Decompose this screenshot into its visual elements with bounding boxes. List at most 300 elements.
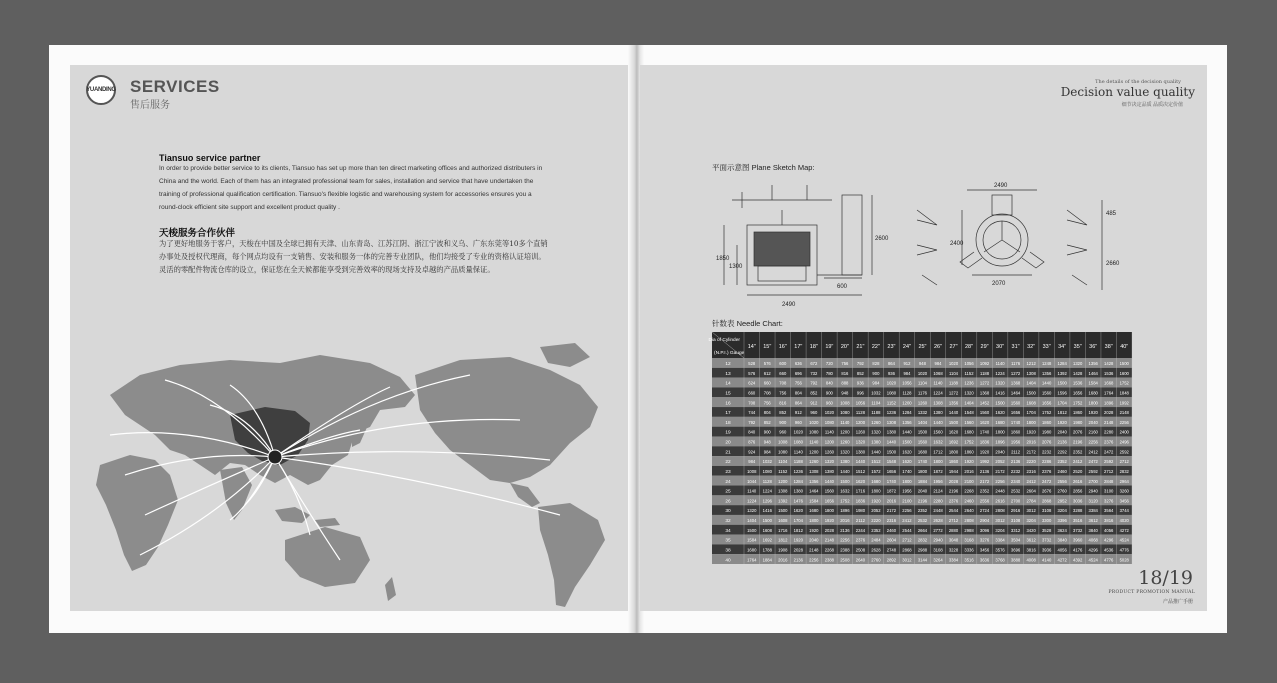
needle-cell: 1104: [917, 380, 927, 386]
needle-cell: 1260: [871, 419, 881, 425]
needle-cell: 1080: [840, 410, 850, 416]
needle-col-header: 14": [747, 344, 756, 350]
needle-col-header: 18": [809, 344, 818, 350]
needle-cell: 2016: [1026, 439, 1036, 445]
needle-cell: 4524: [1119, 537, 1129, 543]
needle-cell: 708: [748, 400, 756, 406]
needle-cell: 2040: [995, 449, 1005, 455]
partner-heading-cn: 天梭服务合作伙伴: [159, 228, 236, 239]
needle-cell: 2808: [964, 518, 974, 524]
needle-cell: 1404: [1026, 380, 1036, 386]
needle-cell: 2496: [1119, 439, 1129, 445]
needle-cell: 3624: [1057, 527, 1067, 533]
needle-cell: 2700: [1010, 498, 1021, 504]
needle-cell: 3420: [1026, 527, 1036, 533]
needle-cell: 1956: [933, 478, 943, 484]
needle-cell: 1008: [747, 468, 757, 474]
needle-gauge-label: 32: [725, 519, 731, 525]
needle-cell: 2472: [1104, 449, 1114, 455]
needle-cell: 3516: [1073, 518, 1083, 524]
needle-cell: 1260: [840, 439, 850, 445]
needle-cell: 1224: [747, 498, 757, 504]
needle-cell: 3696: [1010, 547, 1021, 553]
needle-cell: 528: [748, 361, 756, 367]
needle-cell: 1872: [933, 468, 943, 474]
needle-cell: 2016: [778, 557, 788, 563]
needle-cell: 1260: [917, 400, 928, 406]
needle-cell: 1464: [1088, 370, 1098, 376]
needle-cell: 2712: [1119, 459, 1129, 465]
needle-cell: 2940: [933, 537, 943, 543]
needle-cell: 2148: [824, 537, 835, 543]
needle-cell: 1128: [855, 410, 865, 416]
needle-cell: 1404: [964, 400, 974, 406]
needle-cell: 2868: [1041, 498, 1052, 504]
needle-cell: 2148: [809, 547, 819, 553]
needle-cell: 2352: [1073, 449, 1083, 455]
needle-cell: 1380: [855, 449, 866, 455]
needle-cell: 2172: [995, 468, 1005, 474]
needle-cell: 576: [763, 361, 771, 367]
needle-cell: 1068: [933, 370, 943, 376]
needle-cell: 1080: [793, 439, 803, 445]
needle-cell: 744: [748, 410, 756, 416]
needle-cell: 1920: [824, 518, 835, 524]
needle-gauge-label: 20: [725, 440, 731, 446]
needle-cell: 2316: [1026, 468, 1036, 474]
needle-col-header: 24": [902, 344, 911, 350]
needle-cell: 1320: [855, 439, 866, 445]
needle-cell: 1008: [840, 400, 850, 406]
needle-cell: 1860: [1010, 429, 1021, 435]
needle-cell: 3276: [1104, 498, 1114, 504]
needle-cell: 1284: [793, 478, 803, 484]
needle-cell: 852: [856, 370, 864, 376]
needle-cell: 1752: [1119, 380, 1129, 386]
needle-cell: 3744: [1119, 508, 1129, 514]
needle-cell: 1500: [886, 449, 897, 455]
needle-cell: 1500: [1026, 390, 1036, 396]
needle-cell: 3300: [1041, 518, 1052, 524]
needle-cell: 1752: [840, 498, 850, 504]
needle-cell: 1416: [762, 508, 772, 514]
needle-cell: 1212: [1026, 361, 1036, 367]
needle-cell: 2040: [1088, 419, 1098, 425]
needle-cell: 792: [748, 419, 756, 425]
needle-cell: 1740: [886, 478, 897, 484]
needle-cell: 1200: [840, 429, 850, 435]
needle-cell: 1176: [917, 390, 927, 396]
needle-cell: 3816: [1026, 547, 1036, 553]
needle-cell: 1752: [964, 439, 974, 445]
needle-cell: 3456: [1119, 498, 1129, 504]
needle-cell: 2286: [1041, 459, 1052, 465]
services-subtitle-cn: 售后服务: [130, 100, 170, 111]
needle-cell: 2352: [917, 508, 928, 514]
dim-2600: 2600: [875, 236, 889, 242]
needle-gauge-label: 14: [725, 381, 731, 387]
needle-cell: 1356: [1041, 370, 1052, 376]
needle-cell: 1128: [902, 390, 912, 396]
needle-cell: 1896: [840, 508, 850, 514]
needle-cell: 1920: [1057, 419, 1067, 425]
needle-cell: 2412: [1088, 449, 1098, 455]
needle-cell: 1656: [1073, 390, 1083, 396]
needle-cell: 1176: [1011, 361, 1021, 367]
needle-cell: 1308: [809, 468, 819, 474]
needle-cell: 888: [841, 380, 849, 386]
needle-gauge-label: 40: [725, 558, 731, 564]
needle-cell: 720: [825, 361, 833, 367]
needle-cell: 1188: [871, 410, 881, 416]
needle-cell: 3336: [964, 547, 974, 553]
needle-cell: 1800: [824, 508, 835, 514]
needle-cell: 2616: [995, 498, 1005, 504]
needle-cell: 1716: [778, 527, 788, 533]
needle-cell: 948: [918, 361, 926, 367]
needle-cell: 2160: [1088, 429, 1098, 435]
needle-cell: 4272: [1057, 557, 1067, 563]
needle-cell: 1740: [902, 468, 912, 474]
needle-cell: 2988: [917, 547, 928, 553]
needle-cell: 1800: [995, 429, 1005, 435]
machine-front-view: [724, 185, 872, 295]
needle-cell: 1596: [1057, 390, 1067, 396]
logo-text: YUANDING: [86, 87, 116, 93]
needle-col-header: 29": [980, 344, 989, 350]
needle-cell: 1224: [995, 370, 1005, 376]
needle-cell: 3612: [1026, 537, 1036, 543]
needle-cell: 1380: [886, 429, 897, 435]
needle-cell: 1080: [886, 390, 897, 396]
needle-cell: 3840: [1057, 537, 1067, 543]
needle-cell: 1872: [886, 488, 897, 494]
needle-cell: 1392: [778, 498, 788, 504]
needle-cell: 1020: [886, 380, 897, 386]
needle-cell: 2052: [995, 459, 1005, 465]
needle-cell: 1500: [995, 400, 1005, 406]
needle-cell: 1584: [1088, 380, 1098, 386]
needle-cell: 960: [825, 400, 833, 406]
needle-gauge-label: 21: [725, 450, 731, 456]
needle-col-header: 31": [1011, 344, 1020, 350]
needle-cell: 1224: [933, 390, 943, 396]
needle-cell: 1140: [995, 361, 1005, 367]
needle-cell: 1404: [747, 518, 757, 524]
needle-cell: 1536: [1073, 380, 1083, 386]
needle-cell: 3100: [1104, 488, 1114, 494]
needle-cell: 2544: [948, 508, 959, 514]
needle-cell: 2148: [1104, 419, 1114, 425]
needle-cell: 3012: [1026, 508, 1036, 514]
needle-cell: 1620: [855, 478, 866, 484]
needle-cell: 1560: [917, 439, 928, 445]
needle-cell: 1548: [964, 410, 974, 416]
needle-cell: 876: [748, 439, 756, 445]
needle-cell: 4068: [1088, 537, 1098, 543]
needle-cell: 2028: [948, 478, 959, 484]
tagline-title: Decision value quality: [1060, 85, 1195, 99]
needle-cell: 3048: [948, 537, 959, 543]
partner-heading: Tiansuo service partner: [159, 153, 261, 163]
needle-gauge-label: 17: [725, 411, 731, 417]
needle-cell: 1620: [902, 449, 912, 455]
needle-cell: 1500: [917, 429, 928, 435]
needle-cell: 1284: [1057, 361, 1067, 367]
needle-cell: 2604: [1026, 488, 1036, 494]
needle-cell: 2916: [1010, 508, 1021, 514]
needle-gauge-label: 24: [725, 479, 731, 485]
needle-cell: 2556: [979, 498, 990, 504]
needle-col-header: 40": [1120, 344, 1129, 350]
needle-cell: 3516: [964, 557, 974, 563]
needle-cell: 4776: [1104, 557, 1114, 563]
needle-cell: 840: [825, 380, 833, 386]
needle-cell: 1560: [979, 410, 990, 416]
needle-cell: 1812: [778, 537, 788, 543]
needle-cell: 1740: [917, 459, 928, 465]
dim-600: 600: [837, 284, 848, 290]
needle-cell: 1152: [778, 468, 788, 474]
needle-cell: 2076: [1041, 439, 1052, 445]
needle-cell: 2964: [1119, 478, 1129, 484]
needle-cell: 2460: [964, 498, 974, 504]
needle-cell: 1560: [1010, 400, 1021, 406]
needle-cell: 1836: [979, 439, 990, 445]
needle-cell: 1476: [793, 498, 803, 504]
needle-cell: 1140: [824, 429, 834, 435]
needle-cell: 2100: [964, 478, 974, 484]
needle-cell: 2712: [1104, 468, 1114, 474]
needle-cell: 2484: [871, 537, 881, 543]
needle-gauge-label: 16: [725, 401, 731, 407]
needle-cell: 2316: [886, 518, 897, 524]
needle-cell: 1632: [840, 488, 850, 494]
needle-cell: 1560: [824, 488, 835, 494]
needle-cell: 1308: [778, 488, 788, 494]
needle-cell: 3036: [1073, 498, 1083, 504]
needle-cell: 780: [825, 370, 833, 376]
needle-cell: 624: [748, 380, 756, 386]
dim-2070: 2070: [992, 281, 1006, 287]
needle-cell: 1500: [902, 439, 912, 445]
needle-cell: 2388: [824, 557, 835, 563]
needle-cell: 3012: [995, 518, 1005, 524]
needle-cell: 708: [779, 380, 787, 386]
needle-cell: 1764: [747, 557, 757, 563]
needle-cell: 2940: [1088, 488, 1098, 494]
needle-cell: 4776: [1119, 547, 1129, 553]
needle-cell: 2172: [886, 508, 897, 514]
needle-cell: 984: [763, 449, 771, 455]
needle-cell: 1320: [1073, 361, 1083, 367]
needle-cell: 2664: [917, 527, 928, 533]
needle-cell: 2760: [1057, 488, 1067, 494]
needle-cell: 984: [872, 380, 880, 386]
needle-cell: 936: [887, 370, 895, 376]
manual-label: PRODUCT PROMOTION MANUAL: [1108, 590, 1195, 595]
needle-cell: 1620: [979, 419, 990, 425]
needle-cell: 1920: [1026, 429, 1036, 435]
needle-cell: 1272: [948, 390, 959, 396]
needle-cell: 852: [810, 390, 818, 396]
needle-col-header: 15": [763, 344, 772, 350]
needle-cell: 1308: [1026, 370, 1036, 376]
needle-col-header: 28": [965, 344, 974, 350]
needle-cell: 2028: [1104, 410, 1114, 416]
needle-cell: 3768: [995, 557, 1005, 563]
needle-col-header: 17": [794, 344, 803, 350]
needle-cell: 1704: [1026, 410, 1036, 416]
needle-cell: 1020: [917, 370, 928, 376]
needle-cell: 2760: [871, 557, 881, 563]
needle-cell: 1740: [1010, 419, 1021, 425]
needle-cell: 1920: [1088, 410, 1098, 416]
needle-cell: 2904: [979, 518, 990, 524]
needle-cell: 1368: [1010, 380, 1021, 386]
needle-cell: 4392: [1073, 557, 1083, 563]
needle-cell: 4056: [1104, 527, 1114, 533]
needle-cell: 2700: [1088, 478, 1098, 484]
needle-chart-title: 针数表 Needle Chart:: [712, 319, 783, 328]
tagline-cn: 细节决定品质 品质决定价值: [1121, 102, 1183, 108]
needle-cell: 1284: [902, 410, 912, 416]
needle-cell: 1584: [809, 498, 819, 504]
needle-cell: 2640: [964, 508, 974, 514]
needle-cell: 1884: [917, 478, 928, 484]
needle-cell: 2676: [1041, 488, 1052, 494]
needle-cell: 1500: [747, 527, 757, 533]
needle-cell: 996: [856, 390, 864, 396]
needle-cell: 1152: [964, 370, 974, 376]
needle-cell: 1200: [778, 478, 788, 484]
needle-cell: 1188: [949, 380, 959, 386]
needle-cell: 1920: [871, 498, 881, 504]
needle-cell: 2136: [1057, 439, 1067, 445]
needle-cell: 2880: [948, 527, 959, 533]
needle-cell: 2712: [948, 518, 959, 524]
needle-cell: 960: [810, 410, 818, 416]
needle-cell: 3108: [933, 547, 943, 553]
needle-cell: 1560: [933, 429, 943, 435]
needle-cell: 1656: [824, 498, 835, 504]
needle-cell: 2256: [995, 478, 1005, 484]
needle-cell: 1500: [1057, 380, 1067, 386]
dim-2490-top: 2490: [994, 183, 1008, 189]
needle-cell: 2640: [855, 557, 866, 563]
needle-cell: 840: [748, 429, 756, 435]
needle-cell: 1032: [871, 390, 881, 396]
needle-cell: 2892: [886, 557, 897, 563]
needle-cell: 1896: [995, 439, 1005, 445]
needle-cell: 4020: [1119, 518, 1129, 524]
needle-cell: 1620: [995, 410, 1005, 416]
needle-cell: 2196: [917, 498, 928, 504]
needle-cell: 1980: [1041, 429, 1052, 435]
needle-cell: 1056: [902, 380, 912, 386]
needle-cell: 1680: [871, 478, 881, 484]
needle-cell: 1440: [1041, 380, 1052, 386]
needle-cell: 1464: [809, 488, 819, 494]
needle-cell: 756: [763, 400, 771, 406]
needle-gauge-label: 38: [725, 548, 731, 554]
needle-cell: 852: [779, 410, 787, 416]
needle-cell: 1812: [1057, 410, 1067, 416]
needle-cell: 1680: [995, 419, 1005, 425]
needle-cell: 2136: [840, 527, 850, 533]
world-network-map: [70, 315, 635, 611]
needle-cell: 1320: [964, 390, 974, 396]
needle-cell: 1860: [1041, 419, 1052, 425]
needle-cell: 3384: [948, 557, 959, 563]
needle-col-header: 30": [996, 344, 1005, 350]
needle-cell: 2256: [840, 537, 850, 543]
needle-cell: 3816: [1104, 518, 1114, 524]
needle-cell: 2028: [793, 547, 803, 553]
needle-cell: 3108: [1041, 508, 1052, 514]
needle-cell: 2040: [809, 537, 819, 543]
needle-cell: 3636: [979, 557, 990, 563]
right-page: [640, 65, 1207, 611]
needle-cell: 1500: [948, 419, 959, 425]
dim-1850: 1850: [716, 256, 730, 262]
needle-cell: 3384: [995, 537, 1005, 543]
needle-cell: 3260: [1119, 488, 1129, 494]
needle-cell: 3204: [1026, 518, 1036, 524]
needle-cell: 2592: [1119, 449, 1129, 455]
needle-cell: 1548: [886, 459, 897, 465]
needle-cell: 756: [779, 390, 787, 396]
needle-cell: 1536: [1104, 370, 1114, 376]
needle-cell: 1440: [871, 449, 881, 455]
needle-cell: 1860: [1073, 410, 1083, 416]
needle-cell: 1308: [933, 400, 943, 406]
needle-cell: 2340: [1010, 478, 1021, 484]
needle-cell: 2508: [840, 557, 850, 563]
needle-cell: 1188: [793, 459, 803, 465]
needle-cell: 2628: [933, 518, 943, 524]
needle-cell: 1320: [995, 380, 1005, 386]
needle-cell: 1608: [762, 527, 772, 533]
needle-gauge-label: 15: [725, 391, 731, 397]
sketch-map-title: 平面示意图 Plane Sketch Map:: [712, 163, 815, 172]
needle-cell: 816: [841, 370, 849, 376]
needle-cell: 1440: [933, 419, 943, 425]
needle-cell: 3960: [1073, 537, 1083, 543]
needle-cell: 1680: [917, 449, 928, 455]
needle-cell: 3936: [1041, 547, 1052, 553]
needle-col-header: 33": [1042, 344, 1051, 350]
needle-cell: 1800: [809, 518, 819, 524]
needle-cell: 3504: [1010, 537, 1021, 543]
needle-cell: 2388: [840, 547, 850, 553]
needle-cell: 1440: [824, 478, 835, 484]
needle-cell: 912: [903, 361, 911, 367]
needle-cell: 2532: [1010, 488, 1021, 494]
needle-cell: 4524: [1088, 557, 1098, 563]
needle-cell: 2868: [902, 547, 912, 553]
needle-gauge-label: 26: [725, 499, 731, 505]
needle-cell: 1224: [762, 488, 772, 494]
needle-cell: 1452: [979, 400, 990, 406]
partner-paragraph-cn: 为了更好地服务于客户，天梭在中国及全球已拥有天津、山东青岛、江苏江阴、浙江宁波和义乌、广东东莞等10多个直销办事处及授权代理商，每个网点均设有一支销售、安装和服务一体的完善专业团队，他们均接受了专业的资格认证培训。灵活的零配件物流仓库的设立，保证您在全天候都能享受到完善效率的现场支持及卓越的产品质量保证。: [159, 239, 548, 274]
needle-cell: 1428: [1073, 370, 1083, 376]
needle-cell: 660: [748, 390, 756, 396]
needle-cell: 2136: [1010, 459, 1021, 465]
needle-cell: 2220: [871, 518, 881, 524]
needle-cell: 2256: [902, 508, 912, 514]
needle-chart-table: [708, 332, 1132, 564]
